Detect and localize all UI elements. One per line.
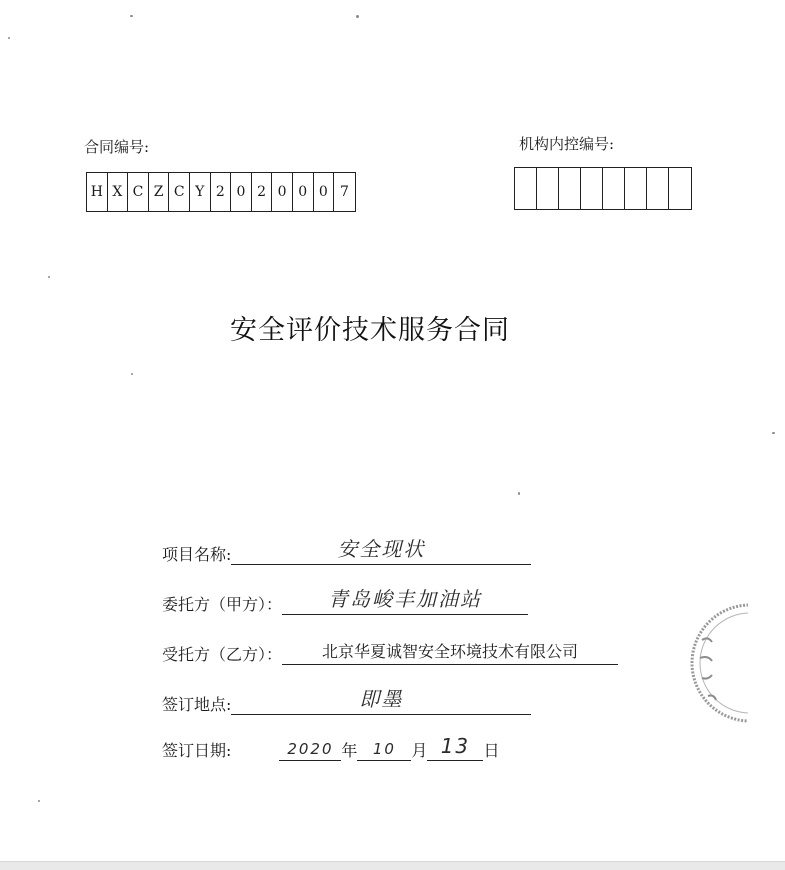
date-year-value: 2020	[287, 740, 334, 758]
provider-label: 受托方（乙方）：	[162, 645, 283, 664]
date-day-line	[427, 736, 483, 761]
signing-place-label: 签订地点:	[162, 695, 232, 714]
signing-place-row	[162, 687, 531, 715]
seal-stamp-partial	[688, 600, 748, 726]
project-name-line	[231, 537, 531, 565]
provider-value: 北京华夏诚智安全环境技术有限公司	[322, 642, 579, 661]
scan-speck	[38, 800, 40, 802]
project-name-label: 项目名称:	[162, 545, 232, 564]
client-label: 委托方（甲方）：	[162, 595, 283, 614]
scan-speck	[772, 432, 775, 434]
project-name-row	[162, 537, 531, 565]
scan-speck	[356, 15, 359, 18]
contract-number-cell: Y	[190, 173, 211, 211]
contract-number-cell: 7	[339, 184, 349, 200]
contract-number-cell: 0	[314, 173, 335, 211]
contract-number-cell: X	[108, 173, 129, 211]
signing-place-line	[231, 687, 531, 715]
contract-number-cell: 0	[231, 173, 252, 211]
client-row	[162, 587, 528, 615]
seal-stamp-icon	[688, 600, 748, 726]
contract-number-cell: H	[87, 173, 108, 211]
internal-control-number-boxes	[514, 167, 692, 210]
internal-control-number-label: 机构内控编号:	[519, 135, 615, 153]
contract-number-cell: 2	[211, 173, 232, 211]
contract-number-cell: 0	[272, 173, 293, 211]
signing-place-value: 即墨	[359, 687, 404, 711]
date-month-unit: 月	[411, 741, 428, 760]
contract-number-label: 合同编号:	[84, 138, 150, 156]
signing-date-label: 签订日期:	[162, 741, 232, 760]
contract-number-cell: 2	[252, 173, 273, 211]
contract-number-cell: C	[128, 173, 149, 211]
date-day-value: 13	[440, 734, 471, 758]
contract-number-cell: C	[169, 173, 190, 211]
internal-control-number-cell	[581, 168, 603, 209]
provider-row	[162, 640, 618, 665]
project-name-value: 安全现状	[337, 537, 426, 561]
date-month-line	[357, 736, 411, 761]
internal-control-number-cell	[515, 168, 537, 209]
internal-control-number-cell	[647, 168, 669, 209]
scan-speck	[48, 276, 50, 278]
signing-date-row	[162, 736, 499, 761]
internal-control-number-cell	[669, 168, 691, 209]
scan-speck	[131, 373, 133, 375]
internal-control-number-cell	[559, 168, 581, 209]
date-year-line	[279, 736, 341, 761]
internal-control-number-cell	[603, 168, 625, 209]
client-value: 青岛峻丰加油站	[328, 587, 483, 611]
date-year-unit: 年	[341, 741, 358, 760]
scan-speck	[130, 15, 133, 17]
contract-number-boxes	[86, 172, 356, 212]
internal-control-number-cell	[537, 168, 559, 209]
scan-speck	[8, 37, 10, 39]
scan-bottom-edge	[0, 861, 785, 870]
internal-control-number-cell	[625, 168, 647, 209]
contract-number-cell: 0	[293, 173, 314, 211]
contract-number-cell: Z	[149, 173, 170, 211]
client-line	[282, 587, 528, 615]
provider-line	[282, 640, 618, 665]
scan-speck	[518, 492, 520, 495]
document-title: 安全评价技术服务合同	[230, 315, 510, 346]
date-month-value: 10	[372, 740, 396, 758]
date-day-unit: 日	[483, 741, 500, 760]
